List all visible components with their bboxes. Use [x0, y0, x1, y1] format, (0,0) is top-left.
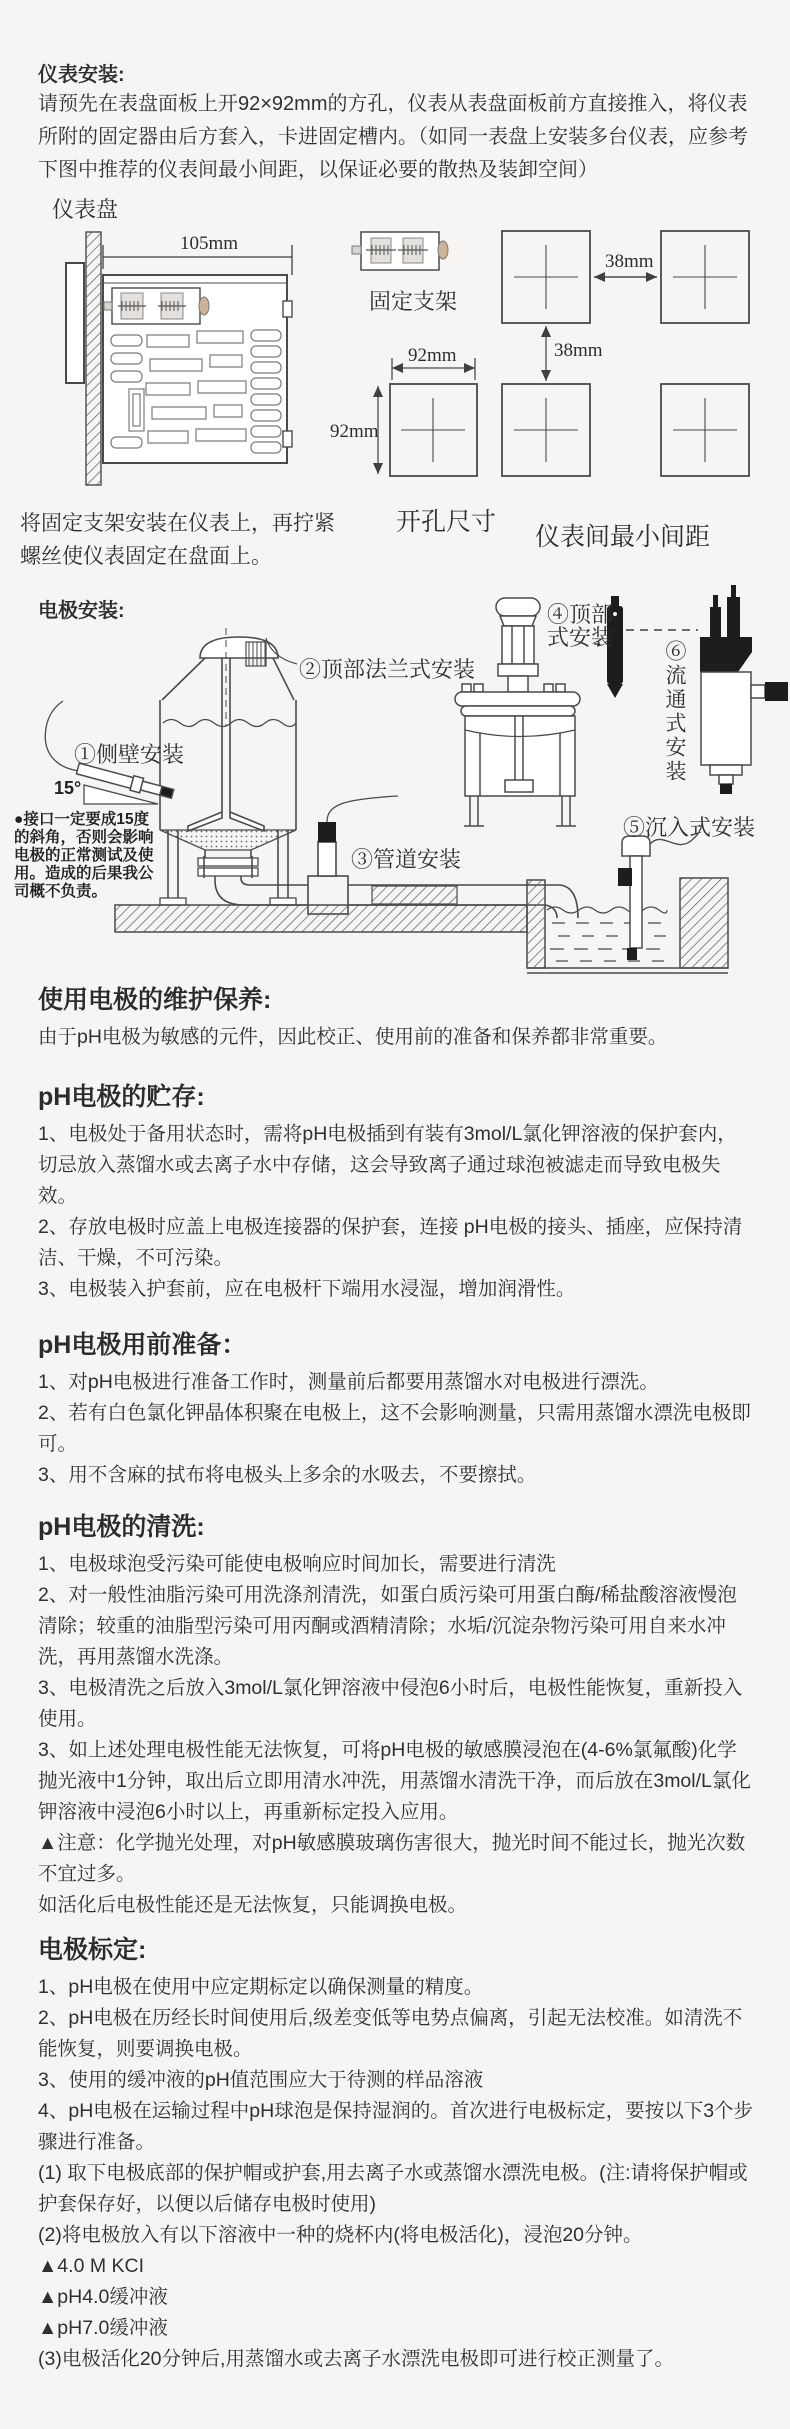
cleaning-item: 2、对一般性油脂污染可用洗涤剂清洗，如蛋白质污染可用蛋白酶/稀盐酸溶液慢泡清除；较重的油脂型污染可用丙酮或酒精清除；水垢/沉淀杂物污染可用自来水冲洗，再用蒸馏水洗涤。 [38, 1584, 737, 1668]
panel-side-view [66, 232, 292, 485]
flange-reactor [266, 598, 580, 826]
preparation-item: 3、用不含麻的拭布将电极头上多余的水吸去，不要擦拭。 [38, 1464, 537, 1486]
preparation-item: 2、若有白色氯化钾晶体积聚在电极上，这不会影响测量，只需用蒸馏水漂洗电极即可。 [38, 1402, 751, 1455]
cutout-label: 开孔尺寸 [396, 509, 497, 536]
dim-105mm: 105mm [180, 233, 239, 254]
angle-note-line: ●接口一定要成15度 [14, 811, 150, 828]
preparation-heading: pH电极用前准备： [38, 1331, 247, 1359]
calibration-item: ▲pH7.0缓冲液 [38, 2317, 168, 2339]
label-top-install-line1: ④顶部 [547, 602, 614, 627]
section-cleaning [38, 1512, 754, 1921]
electrode-install-heading: 电极安装: [38, 600, 125, 622]
cleaning-item: 1、电极球泡受污染可能使电极响应时间加长，需要进行清洗 [38, 1553, 556, 1575]
label-top-flange-install: ②顶部法兰式安装 [299, 657, 476, 682]
section-preparation [38, 1330, 754, 1491]
angle-note-line: 用。造成的后果我公 [14, 865, 154, 882]
storage-item: 3、电极装入护套前，应在电极杆下端用水浸湿，增加润滑性。 [38, 1278, 576, 1300]
dim-38mm-v: 38mm [554, 340, 603, 361]
cleaning-item: 如活化后电极性能还是无法恢复，只能调换电极。 [38, 1894, 468, 1916]
figure1-caption-line1: 将固定支架安装在仪表上，再拧紧 [20, 512, 335, 535]
dim-38mm-h: 38mm [605, 251, 654, 272]
instrument-install-figure [0, 185, 790, 580]
calibration-item: 4、pH电极在运输过程中pH球泡是保持湿润的。首次进行电极标定，要按以下3个步骤进行准备。 [38, 2100, 754, 2153]
bracket-on-instrument [104, 288, 209, 324]
instrument-install-heading: 仪表安装: [38, 64, 125, 86]
maintenance-body: 由于pH电极为敏感的元件，因此校正、使用前的准备和保养都非常重要。 [38, 1026, 668, 1048]
calibration-item: ▲pH4.0缓冲液 [38, 2286, 168, 2308]
spacing-squares-row1 [502, 231, 749, 323]
angle-15deg: 15° [54, 778, 82, 798]
section-storage [38, 1082, 754, 1305]
angle-note-line: 电极的正常测试及使 [14, 847, 154, 864]
figure1-caption-line2: 螺丝使仪表固定在盘面上。 [20, 545, 272, 568]
calibration-item: 2、pH电极在历经长时间使用后,级差变低等电势点偏离，引起无法校准。如清洗不能恢复，则要调换电极。 [38, 2007, 743, 2060]
calibration-item: (3)电极活化20分钟后,用蒸馏水或去离子水漂洗电极即可进行校正测量了。 [38, 2348, 674, 2370]
calibration-item: 3、使用的缓冲液的pH值范围应大于待测的样品溶液 [38, 2069, 484, 2091]
label-side-wall-install: ①侧壁安装 [74, 742, 185, 767]
calibration-item: 1、pH电极在使用中应定期标定以确保测量的精度。 [38, 1976, 484, 1998]
maintenance-heading: 使用电极的维护保养: [38, 986, 272, 1014]
spacing-label: 仪表间最小间距 [535, 524, 711, 551]
cleaning-item: ▲注意：化学抛光处理，对pH敏感膜玻璃伤害很大，抛光时间不能过长，抛光次数不宜过多。 [38, 1832, 746, 1885]
dim-92mm-h: 92mm [330, 421, 379, 442]
section-maintenance [38, 985, 754, 1053]
calibration-item: ▲4.0 M KCI [38, 2255, 144, 2277]
fixing-bracket-icon [352, 232, 448, 270]
storage-heading: pH电极的贮存: [38, 1083, 205, 1111]
calibration-heading: 电极标定: [38, 1936, 147, 1964]
label-top-install-line2: 式安装 [547, 625, 614, 650]
calibration-item: (1) 取下电极底部的保护帽或护套,用去离子水或蒸馏水漂洗电极。(注:请将保护帽或护套保存好，以便以后储存电极时使用) [38, 2162, 748, 2215]
cleaning-item: 3、电极清洗之后放入3mol/L氯化钾溶液中侵泡6小时后，电极性能恢复，重新投入使用。 [38, 1677, 743, 1730]
flow-cell [700, 585, 788, 794]
label-pipe-install: ③管道安装 [351, 847, 462, 872]
section-calibration [38, 1935, 754, 2375]
cleaning-heading: pH电极的清洗: [38, 1513, 205, 1541]
storage-item: 2、存放电极时应盖上电极连接器的保护套，连接 pH电极的接头、插座，应保持清洁、干燥，不可污染。 [38, 1216, 743, 1269]
angle-note-line: 的斜角，否则会影响 [14, 829, 154, 846]
bracket-label: 固定支架 [369, 289, 458, 314]
cleaning-item: 3、如上述处理电极性能无法恢复，可将pH电极的敏感膜浸泡在(4-6%氯氟酸)化学抛光液中1分钟，取出后立即用清水冲洗，用蒸馏水清洗干净，而后放在3mol/L氯化钾溶液中浸泡6小时以上，再重新标定投入应用。 [38, 1739, 751, 1823]
preparation-item: 1、对pH电极进行准备工作时，测量前后都要用蒸馏水对电极进行漂洗。 [38, 1371, 659, 1393]
label-flow-through-install: ⑥流通式安装 [663, 640, 687, 784]
angle-note [14, 811, 164, 901]
label-submerged-install: ⑤沉入式安装 [623, 815, 756, 840]
electrode-install-figure [0, 580, 790, 1010]
calibration-item: (2)将电极放入有以下溶液中一种的烧杯内(将电极活化)，浸泡20分钟。 [38, 2224, 643, 2246]
panel-label: 仪表盘 [52, 197, 119, 222]
dim-92mm-w: 92mm [408, 345, 457, 366]
angle-note-line: 司概不负责。 [14, 883, 108, 900]
storage-item: 1、电极处于备用状态时，需将pH电极插到有装有3mol/L氯化钾溶液的保护套内，切忌放入蒸馏水或去离子水中存储，这会导致离子通过球泡被滤走而导致电极失效。 [38, 1123, 737, 1207]
instrument-install-body: 请预先在表盘面板上开92×92mm的方孔，仪表从表盘面板前方直接推入，将仪表所附的固定器由后方套入，卡进固定槽内。（如同一表盘上安装多台仪表，应参考下图中推荐的仪表间最小间距，以保证必要的散热及装卸空间） [38, 93, 748, 181]
